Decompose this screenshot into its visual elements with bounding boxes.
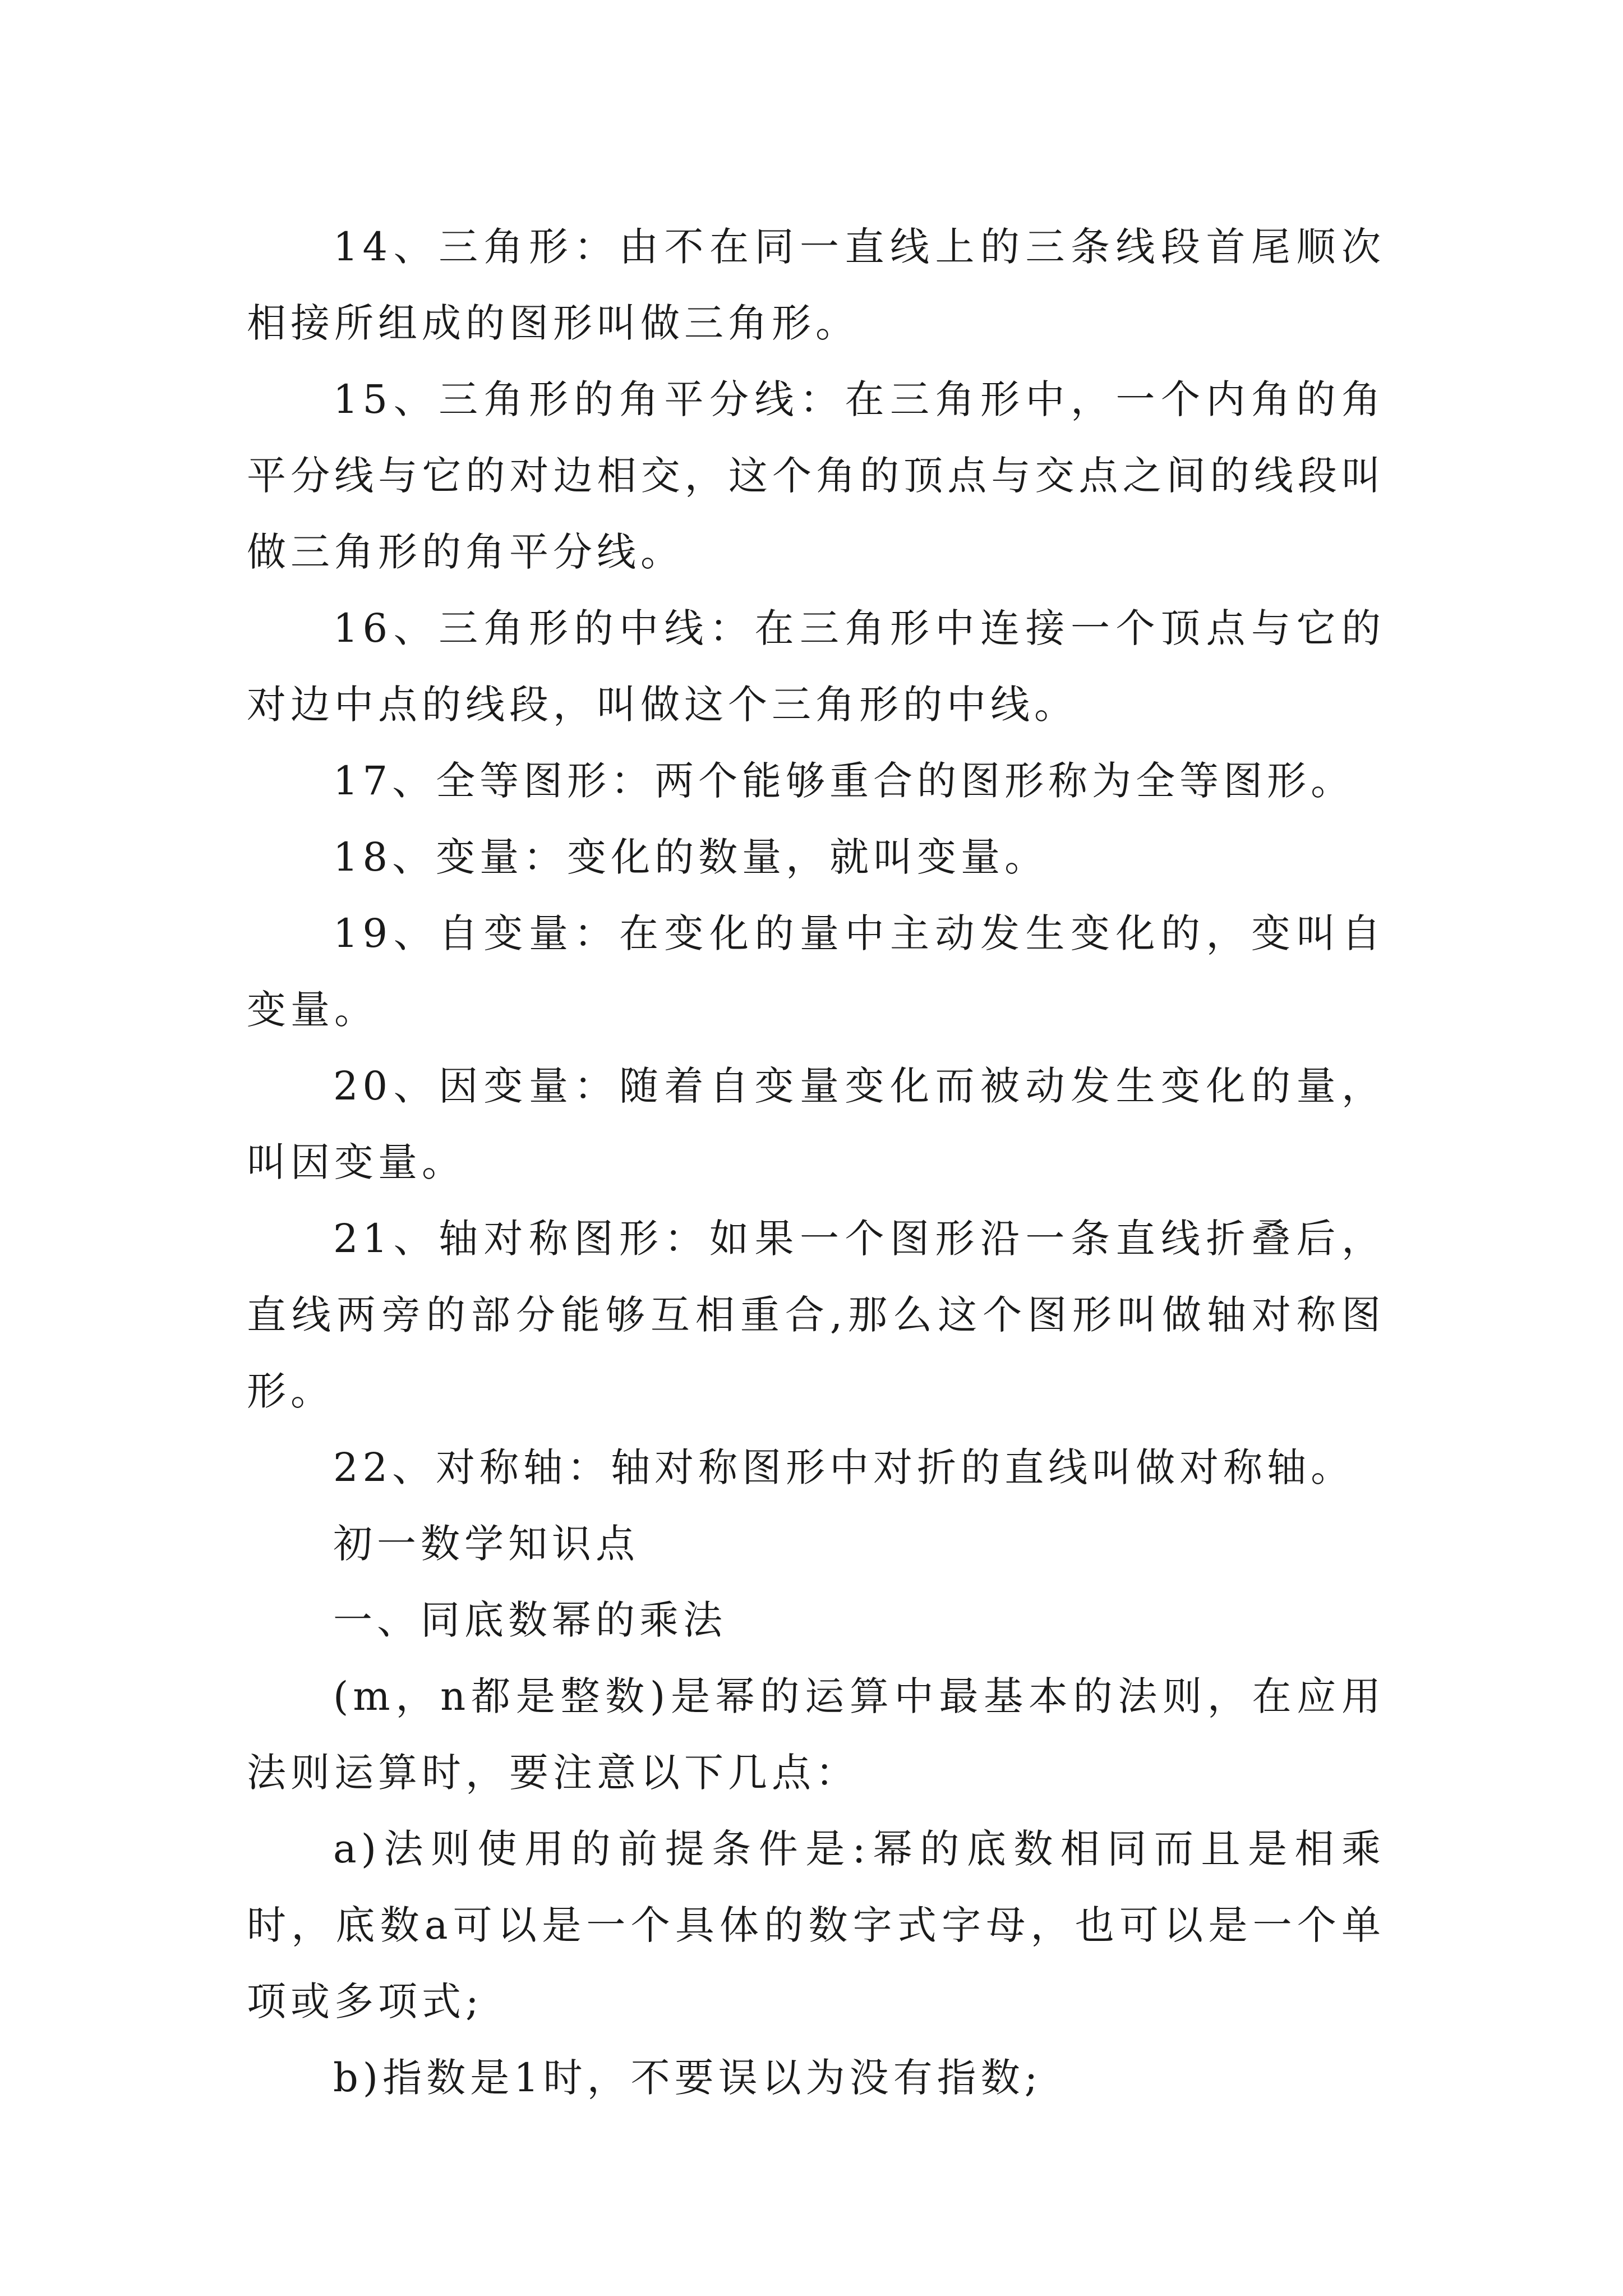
- paragraph-power-rule-intro: (m，n都是整数)是幂的运算中最基本的法则，在应用法则运算时，要注意以下几点：: [247, 1673, 1385, 1796]
- paragraph-rule-point-a: a)法则使用的前提条件是:幂的底数相同而且是相乘时，底数a可以是一个具体的数字式字母，也可以是一个单项或多项式;: [247, 1826, 1385, 2024]
- paragraph-variable: 18、变量：变化的数量，就叫变量。: [333, 834, 1049, 880]
- paragraph-axis-of-symmetry: 22、对称轴：轴对称图形中对折的直线叫做对称轴。: [333, 1444, 1355, 1490]
- subsection-heading-power-multiplication: 一、同底数幂的乘法: [333, 1597, 727, 1643]
- paragraph-median: 16、三角形的中线：在三角形中连接一个顶点与它的对边中点的线段，叫做这个三角形的中线。: [247, 605, 1385, 728]
- paragraph-axisymmetric-figure: 21、轴对称图形：如果一个图形沿一条直线折叠后，直线两旁的部分能够互相重合,那么这个图形叫做轴对称图形。: [247, 1216, 1385, 1414]
- paragraph-triangle-definition: 14、三角形：由不在同一直线上的三条线段首尾顺次相接所组成的图形叫做三角形。: [247, 224, 1385, 346]
- paragraph-rule-point-b: b)指数是1时，不要误以为没有指数;: [333, 2055, 1043, 2101]
- paragraph-angle-bisector: 15、三角形的角平分线：在三角形中，一个内角的角平分线与它的对边相交，这个角的顶点与交点之间的线段叫做三角形的角平分线。: [247, 376, 1385, 575]
- document-body: [247, 209, 1385, 2116]
- section-heading-grade7-math: 初一数学知识点: [333, 1521, 639, 1567]
- paragraph-independent-variable: 19、自变量：在变化的量中主动发生变化的，变叫自变量。: [247, 910, 1385, 1033]
- paragraph-congruent-figures: 17、全等图形：两个能够重合的图形称为全等图形。: [333, 758, 1355, 804]
- paragraph-dependent-variable: 20、因变量：随着自变量变化而被动发生变化的量，叫因变量。: [247, 1063, 1385, 1185]
